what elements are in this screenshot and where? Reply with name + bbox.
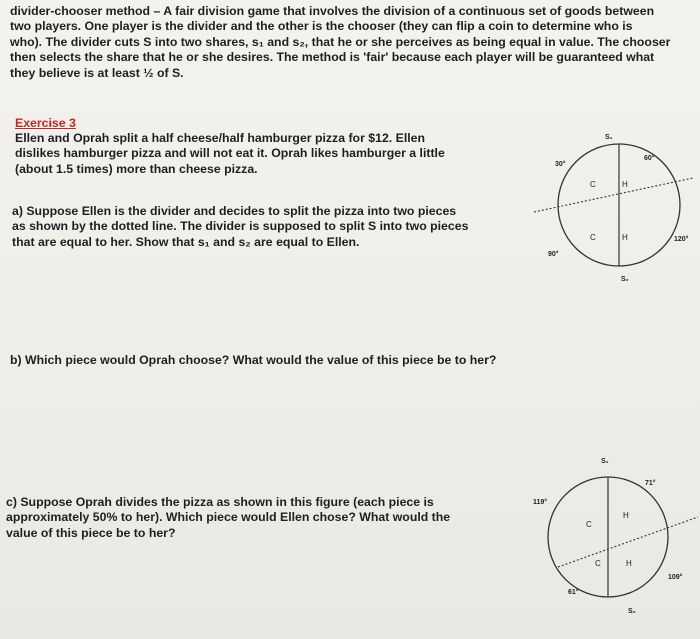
angle-109-label: 109°: [668, 574, 683, 581]
s2-label: S₂: [628, 608, 636, 615]
question-c: [6, 495, 486, 541]
intro-term: divider-chooser method: [10, 4, 151, 18]
cheese-bottom-label: C: [595, 559, 601, 568]
exercise-line-1: Ellen and Oprah split a half cheese/half hamburger pizza for $12. Ellen: [15, 131, 426, 145]
pizza-figure-1: [530, 128, 700, 288]
intro-line-4: then selects the share that he or she desires. The method is 'fair' because each player will be guaranteed what: [10, 50, 655, 65]
intro-line-1: – A fair division game that involves the division of a continuous set of goods between: [150, 4, 655, 18]
exercise-title: Exercise 3: [15, 116, 76, 130]
intro-line-5: they believe is at least ½ of S.: [10, 65, 184, 80]
question-c-line-2: approximately 50% to her). Which piece would Ellen chose? What would the: [6, 510, 451, 525]
question-a-line-1: a) Suppose Ellen is the divider and decides to split the pizza into two pieces: [12, 204, 457, 218]
question-c-line-1: c) Suppose Oprah divides the pizza as shown in this figure (each piece is: [6, 495, 434, 509]
hamburger-top-label: H: [623, 511, 629, 520]
question-b-line-1: b) Which piece would Oprah choose? What would the value of this piece be to her?: [10, 353, 497, 367]
cheese-top-label: C: [590, 180, 596, 189]
angle-90-label: 90°: [548, 251, 559, 258]
angle-61-label: 61°: [568, 589, 579, 596]
intro-line-3: who). The divider cuts S into two shares, s₁ and s₂, that he or she perceives as being equal in value. The chooser: [10, 34, 671, 49]
intro-line-2: two players. One player is the divider and the other is the chooser (they can flip a coin to determine who is: [10, 19, 633, 34]
exercise-line-3: (about 1.5 times) more than cheese pizza.: [15, 161, 258, 176]
s2-label: S₂: [621, 276, 629, 283]
angle-30-label: 30°: [555, 161, 566, 168]
hamburger-bottom-label: H: [622, 233, 628, 242]
exercise-text: [15, 131, 515, 177]
s1-label: S₁: [601, 458, 609, 465]
angle-120-label: 120°: [674, 236, 689, 243]
pizza-figure-2: [528, 454, 700, 619]
hamburger-bottom-label: H: [626, 559, 632, 568]
question-b: [10, 353, 570, 368]
question-a: [12, 204, 512, 250]
divider-dotted-line: [534, 178, 693, 212]
question-c-line-3: value of this piece be to her?: [6, 525, 176, 540]
hamburger-top-label: H: [622, 180, 628, 189]
cheese-bottom-label: C: [590, 233, 596, 242]
angle-119-label: 119°: [533, 499, 548, 506]
s1-label: S₁: [605, 134, 613, 141]
question-a-line-2: as shown by the dotted line. The divider is supposed to split S into two pieces: [12, 219, 469, 234]
angle-60-label: 60°: [644, 155, 655, 162]
question-a-line-3: that are equal to her. Show that s₁ and s₂ are equal to Ellen.: [12, 234, 360, 249]
cheese-top-label: C: [586, 520, 592, 529]
intro-paragraph: [10, 4, 695, 81]
angle-71-label: 71°: [645, 480, 656, 487]
exercise-line-2: dislikes hamburger pizza and will not eat it. Oprah likes hamburger a little: [15, 146, 445, 161]
